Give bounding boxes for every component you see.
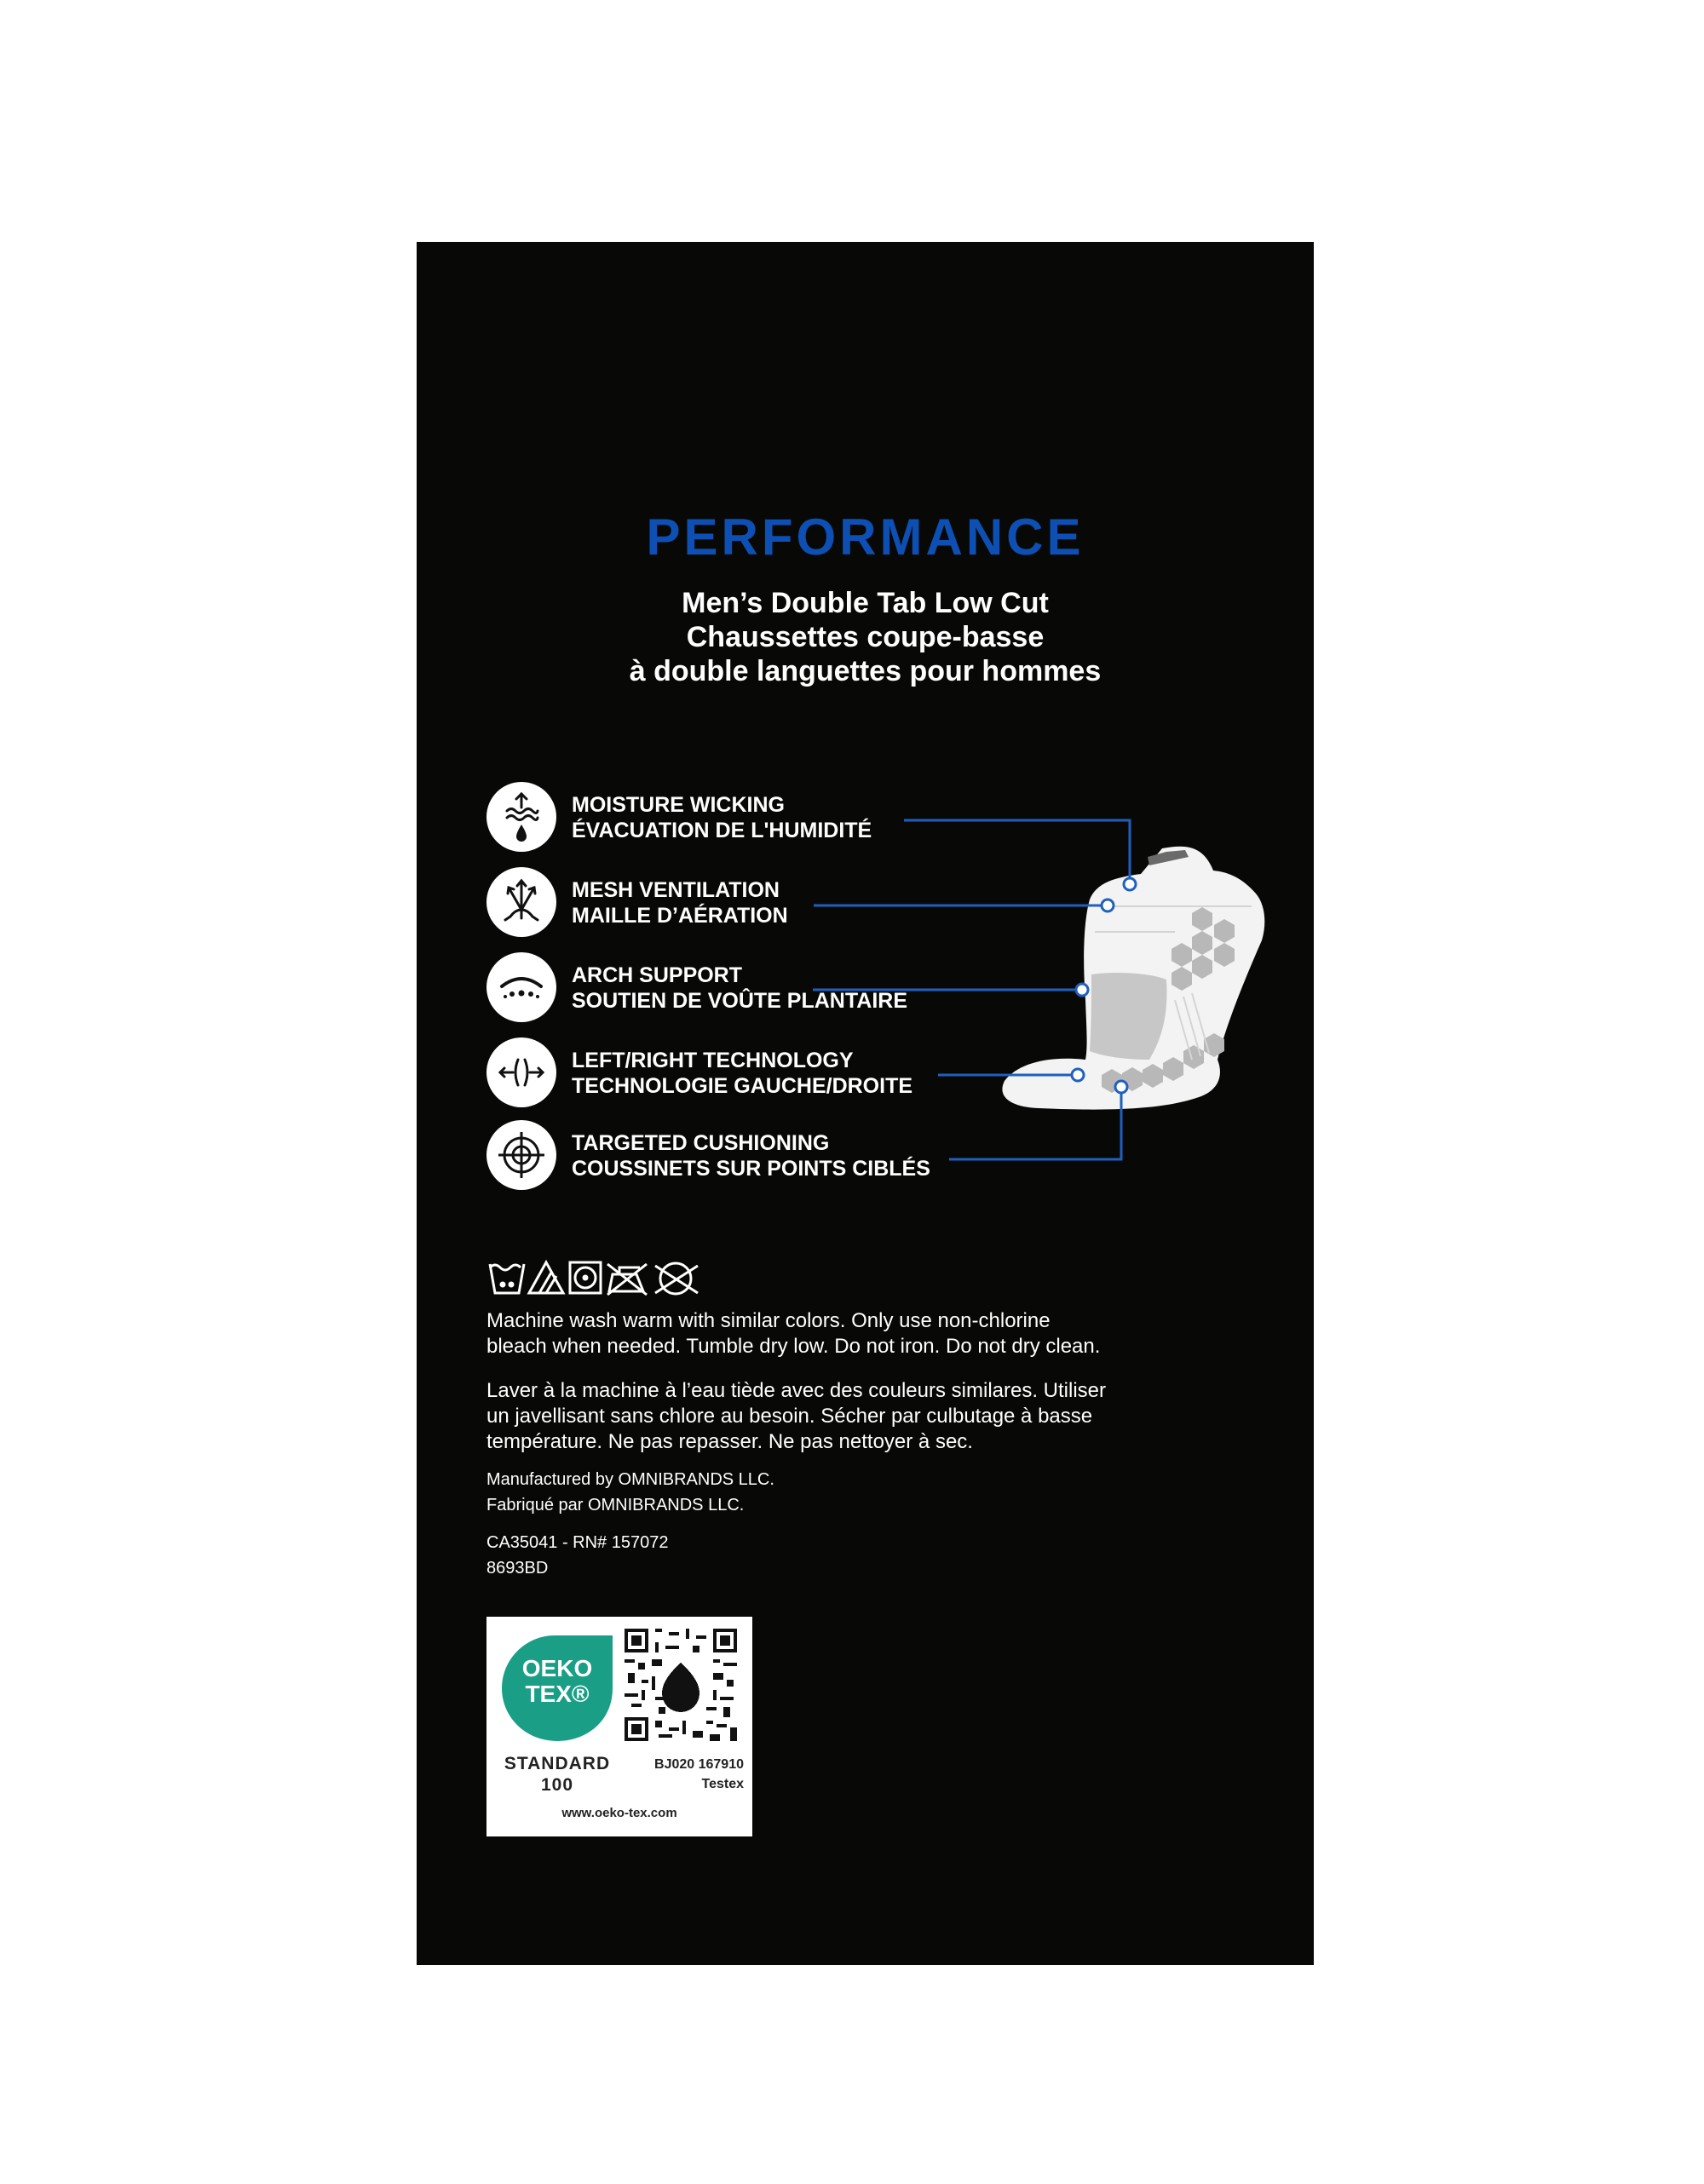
care-instructions-en xyxy=(486,1308,1236,1359)
care-line: un javellisant sans chlore au besoin. Sécher par culbutage à basse xyxy=(486,1405,1093,1428)
wash-warm-icon xyxy=(490,1264,524,1293)
care-instructions-fr xyxy=(486,1378,1236,1455)
care-line: Laver à la machine à l’eau tiède avec des couleurs similares. Utiliser xyxy=(486,1379,1107,1402)
oeko-logo-text: OEKO xyxy=(521,1655,593,1681)
callout-lines xyxy=(417,242,1314,1264)
do-not-dry-clean-icon xyxy=(655,1263,698,1294)
do-not-iron-icon xyxy=(607,1264,647,1295)
qr-code xyxy=(625,1629,737,1741)
product-title-line: à double languettes pour hommes xyxy=(629,655,1102,687)
product-title-line: Chaussettes coupe-basse xyxy=(686,621,1045,653)
package-panel xyxy=(417,242,1314,1965)
feature-label-fr: ÉVACUATION DE L'HUMIDITÉ xyxy=(572,819,872,842)
feature-label-fr: COUSSINETS SUR POINTS CIBLÉS xyxy=(572,1157,930,1181)
manufacturer-line: Manufactured by OMNIBRANDS LLC. xyxy=(486,1470,774,1489)
feature-label-fr: TECHNOLOGIE GAUCHE/DROITE xyxy=(572,1074,913,1098)
care-line: température. Ne pas repasser. Ne pas nettoyer à sec. xyxy=(486,1430,973,1453)
non-chlorine-bleach-icon xyxy=(529,1262,563,1293)
care-line: Machine wash warm with similar colors. Only use non-chlorine xyxy=(486,1309,1051,1332)
product-codes xyxy=(486,1530,668,1581)
testing-institute: Testex xyxy=(701,1777,744,1791)
feature-label-en: MOISTURE WICKING xyxy=(572,793,785,817)
standard-label: 100 xyxy=(540,1775,574,1795)
brand-title: PERFORMANCE xyxy=(646,509,1085,566)
product-code: CA35041 - RN# 157072 xyxy=(486,1533,669,1552)
feature-label-en: ARCH SUPPORT xyxy=(572,963,743,987)
care-icons xyxy=(486,1256,717,1300)
oeko-tex-url[interactable]: www.oeko-tex.com xyxy=(561,1806,677,1820)
feature-label-en: LEFT/RIGHT TECHNOLOGY xyxy=(572,1049,854,1072)
manufacturer-line: Fabriqué par OMNIBRANDS LLC. xyxy=(486,1496,745,1514)
feature-label-fr: SOUTIEN DE VOÛTE PLANTAIRE xyxy=(572,989,908,1013)
product-code: 8693BD xyxy=(486,1559,549,1578)
product-title-line: Men’s Double Tab Low Cut xyxy=(682,587,1049,619)
care-line: bleach when needed. Tumble dry low. Do not iron. Do not dry clean. xyxy=(486,1335,1101,1358)
oeko-logo-text: TEX® xyxy=(525,1681,590,1707)
oeko-tex-label xyxy=(486,1617,752,1836)
feature-label-fr: MAILLE D’AÉRATION xyxy=(572,904,788,928)
feature-label-en: MESH VENTILATION xyxy=(572,878,780,902)
feature-label-en: TARGETED CUSHIONING xyxy=(572,1131,830,1155)
manufacturer-info xyxy=(486,1467,774,1518)
standard-label: STANDARD xyxy=(504,1754,611,1773)
tumble-dry-low-icon xyxy=(570,1262,601,1293)
certificate-number: BJ020 167910 xyxy=(654,1757,744,1772)
